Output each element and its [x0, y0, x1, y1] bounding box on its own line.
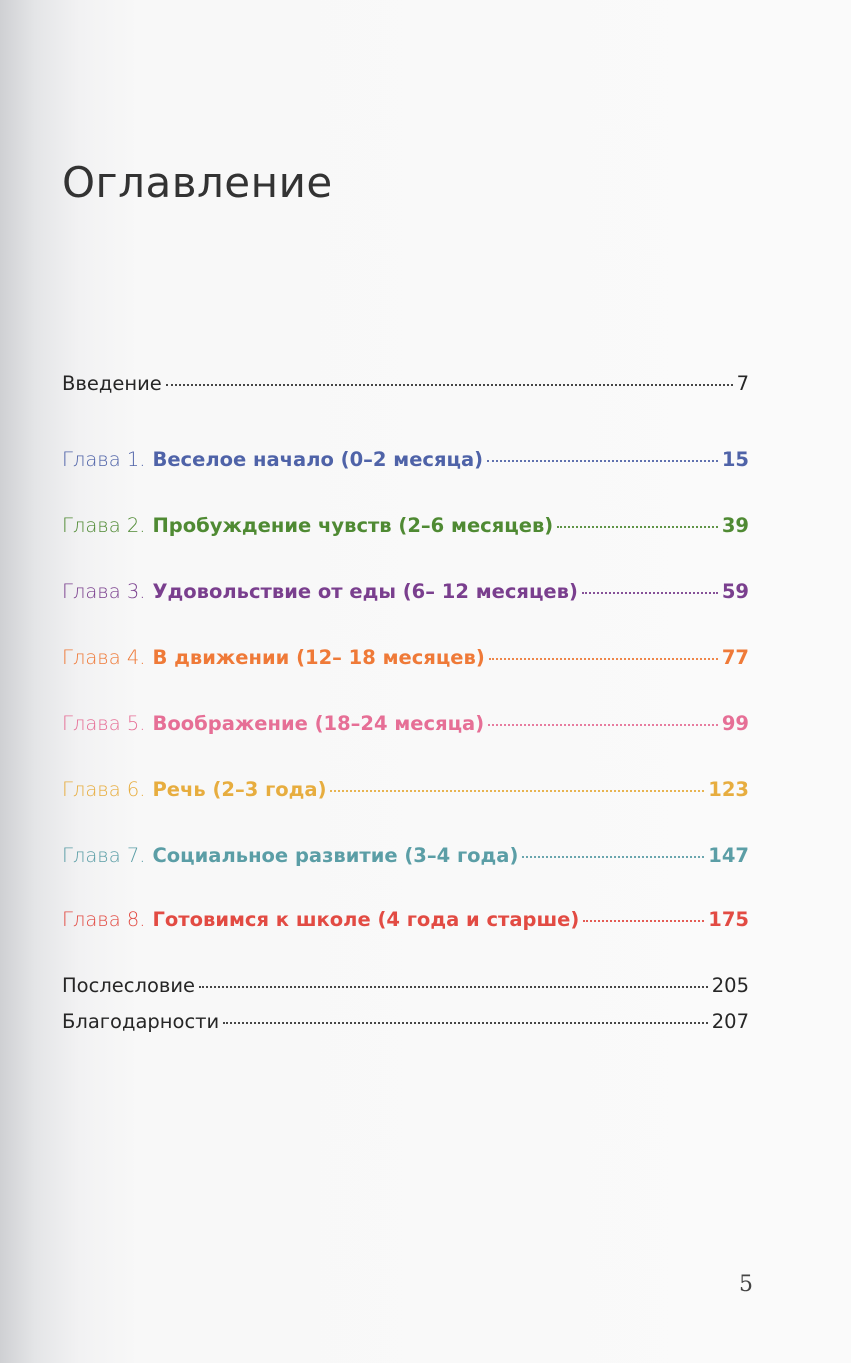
dot-leader [582, 592, 718, 594]
toc-entry-name: Послесловие [62, 974, 196, 997]
toc-entry-chapter-2[interactable] [62, 514, 749, 544]
toc-entry-acknowledgments[interactable] [62, 1010, 749, 1040]
toc-entry-name: Воображение (18–24 месяца) [152, 712, 485, 735]
toc-entry-afterword[interactable] [62, 974, 749, 1004]
dot-leader [489, 658, 718, 660]
toc-entry-name: В движении (12– 18 месяцев) [152, 646, 485, 669]
toc-entry-name: Удовольствие от еды (6– 12 месяцев) [152, 580, 578, 603]
toc-entry-page: 147 [708, 844, 749, 867]
toc-entry-page: 77 [721, 646, 749, 669]
toc-entry-chapter-7[interactable] [62, 844, 749, 874]
toc-chapter-prefix: Глава 8. [62, 908, 146, 931]
dot-leader [330, 790, 704, 792]
toc-entry-page: 207 [711, 1010, 749, 1033]
toc-entry-name: Введение [62, 372, 162, 395]
dot-leader [488, 724, 718, 726]
toc-entry-chapter-1[interactable] [62, 448, 749, 478]
dot-leader [557, 526, 718, 528]
toc-entry-name: Благодарности [62, 1010, 220, 1033]
toc-chapter-prefix: Глава 1. [62, 448, 146, 471]
toc-entry-chapter-5[interactable] [62, 712, 749, 742]
toc-entry-intro[interactable] [62, 372, 749, 402]
toc-entry-name: Социальное развитие (3–4 года) [152, 844, 519, 867]
toc-entry-page: 39 [721, 514, 749, 537]
toc-entry-page: 205 [711, 974, 749, 997]
dot-leader [199, 986, 708, 988]
toc-entry-page: 59 [721, 580, 749, 603]
toc-entry-chapter-3[interactable] [62, 580, 749, 610]
toc-entry-chapter-8[interactable] [62, 908, 749, 938]
dot-leader [583, 920, 704, 922]
toc-chapter-prefix: Глава 6. [62, 778, 146, 801]
toc-chapter-prefix: Глава 7. [62, 844, 146, 867]
toc-entry-name: Готовимся к школе (4 года и старше) [152, 908, 580, 931]
toc-chapter-prefix: Глава 2. [62, 514, 146, 537]
toc-entry-page: 7 [736, 372, 749, 395]
page-number: 5 [739, 1272, 753, 1297]
toc-entry-name: Веселое начало (0–2 месяца) [152, 448, 484, 471]
toc-entry-page: 99 [721, 712, 749, 735]
toc-entry-page: 15 [721, 448, 749, 471]
toc-entry-page: 175 [708, 908, 749, 931]
page-title: Оглавление [62, 158, 333, 207]
toc-entry-name: Речь (2–3 года) [152, 778, 327, 801]
toc-chapter-prefix: Глава 3. [62, 580, 146, 603]
toc-entry-chapter-6[interactable] [62, 778, 749, 808]
dot-leader [223, 1022, 708, 1024]
toc-entry-page: 123 [708, 778, 749, 801]
dot-leader [487, 460, 718, 462]
toc-chapter-prefix: Глава 5. [62, 712, 146, 735]
toc-entry-name: Пробуждение чувств (2–6 месяцев) [152, 514, 554, 537]
toc-entry-chapter-4[interactable] [62, 646, 749, 676]
toc-chapter-prefix: Глава 4. [62, 646, 146, 669]
dot-leader [522, 856, 704, 858]
dot-leader [166, 384, 733, 386]
